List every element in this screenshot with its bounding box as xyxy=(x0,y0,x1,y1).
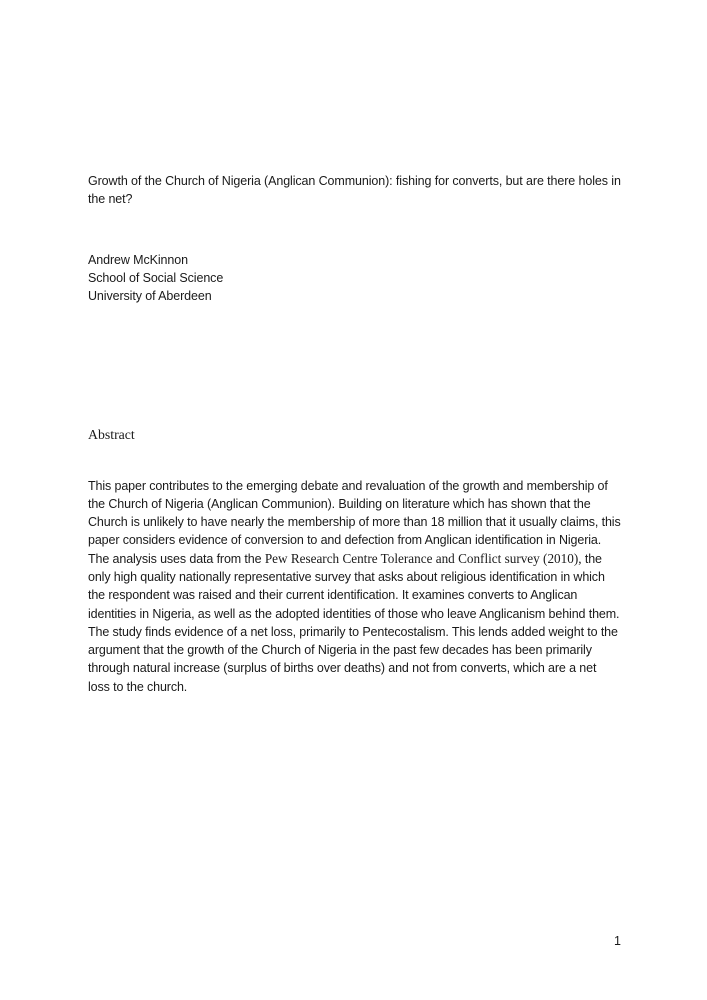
abstract-text-before: This paper contributes to the emerging debate and revaluation of the growth and membership of the Church of Nigeria (Anglican Communion). Building on literature which has shown that the Church is unlikely to have nearly the membership of more than 18 million that it usually claims, this paper considers evidence of conversion to and defection from Anglican identification in Nigeria. The analysis uses data from the xyxy=(88,478,621,566)
author-department: School of Social Science xyxy=(88,271,224,286)
abstract-heading: Abstract xyxy=(88,427,135,442)
page-number: 1 xyxy=(614,934,621,948)
abstract-paragraph xyxy=(88,477,621,697)
paper-title: Growth of the Church of Nigeria (Anglican Communion): fishing for converts, but are there holes in the net? xyxy=(88,174,621,207)
author-institution: University of Aberdeen xyxy=(88,289,212,304)
author-block xyxy=(88,251,621,306)
abstract-text-after: the only high quality nationally representative survey that asks about religious identification in which the respondent was raised and their current identification. It examines converts to Anglican identities in Nigeria, as well as the adopted identities of those who leave Anglicanism behind them. The study finds evidence of a net loss, primarily to Pentecostalism. This lends added weight to the argument that the growth of the Church of Nigeria in the past few decades has been primarily through natural increase (surplus of births over deaths) and not from converts, which are a net loss to the church. xyxy=(88,551,620,694)
author-name: Andrew McKinnon xyxy=(88,253,188,267)
abstract-serif-citation: Pew Research Centre Tolerance and Conflict survey (2010), xyxy=(264,550,582,566)
